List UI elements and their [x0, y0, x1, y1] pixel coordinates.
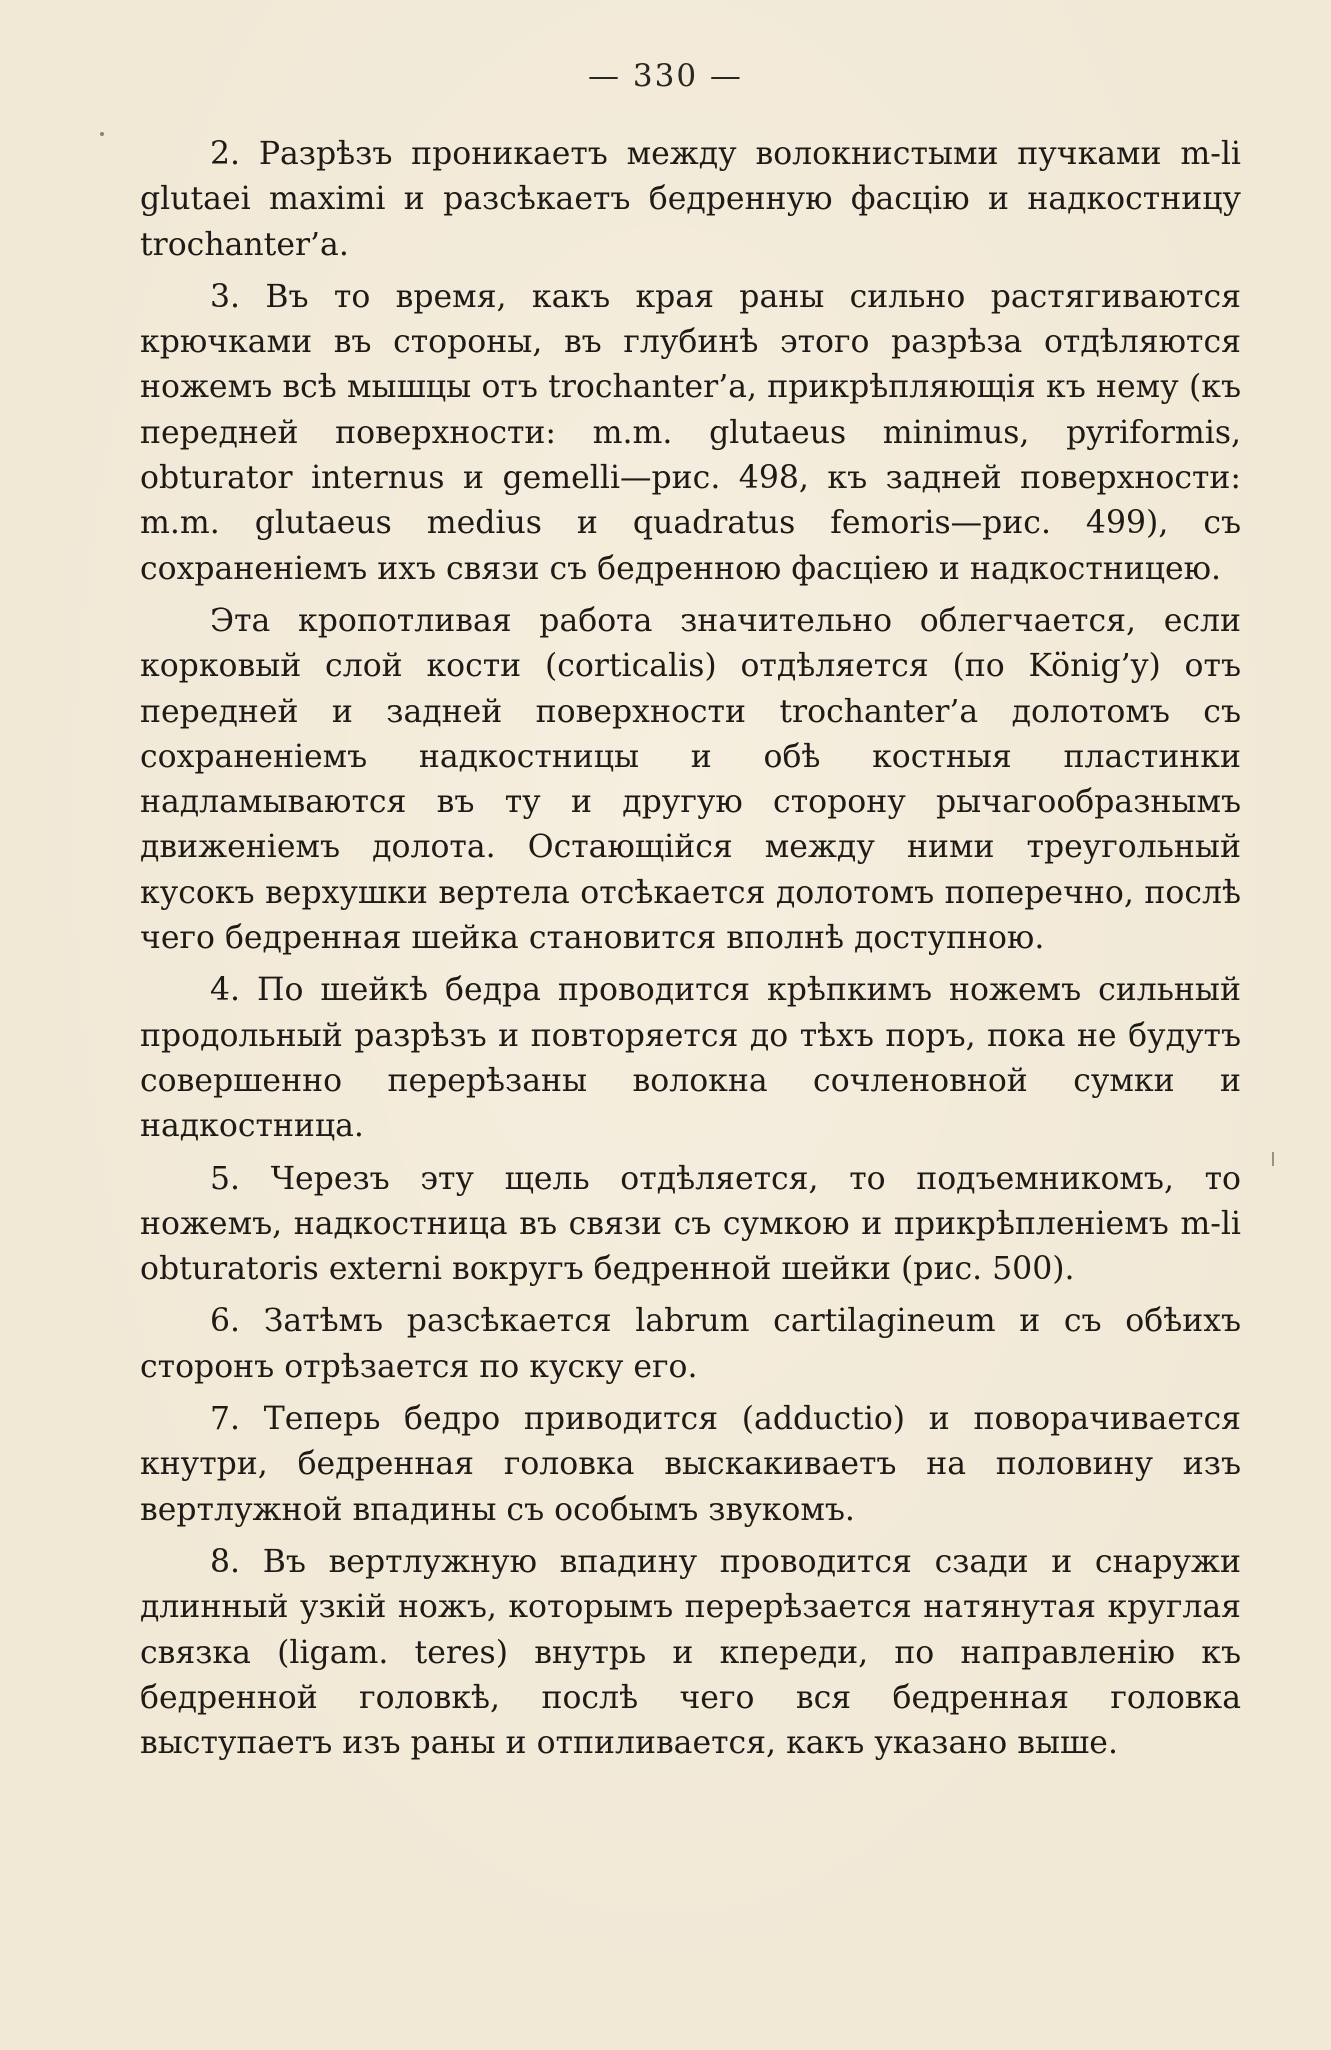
- paragraph-step-8: 8. Въ вертлужную впадину проводится сзади и снаружи длинный узкій ножъ, которымъ перерѣзается натянутая круглая связка (ligam. teres) внутрь и кпереди, по направленію къ бедренной головкѣ, послѣ чего вся бедренная головка выступаетъ изъ раны и отпиливается, какъ указано выше.: [140, 1543, 1241, 1762]
- paragraph-step-2: 2. Разрѣзъ проникаетъ между волокнистыми пучками m-li glutaei maximi и разсѣкаетъ бедренную фасцію и надкостницу trochanter’a.: [140, 136, 1241, 263]
- paragraph-step-4: 4. По шейкѣ бедра проводится крѣпкимъ ножемъ сильный продольный разрѣзъ и повторяется до тѣхъ поръ, пока не будутъ совершенно перерѣзаны волокна сочленовной сумки и надкостница.: [140, 972, 1241, 1145]
- print-speck: [1272, 1152, 1274, 1166]
- print-speck: [100, 132, 104, 136]
- page-number: — 330 —: [588, 58, 743, 94]
- body-text: [140, 132, 1241, 1766]
- paragraph-step-7: 7. Теперь бедро приводится (adductio) и поворачивается кнутри, бедренная головка выскакиваетъ на половину изъ вертлужной впадины съ особымъ звукомъ.: [140, 1401, 1241, 1528]
- paragraph-step-6: 6. Затѣмъ разсѣкается labrum cartilagineum и съ обѣихъ сторонъ отрѣзается по куску его.: [140, 1303, 1241, 1385]
- paragraph-step-5: 5. Черезъ эту щель отдѣляется, то подъемникомъ, то ножемъ, надкостница въ связи съ сумкою и прикрѣпленіемъ m-li obturatoris externi вокругъ бедренной шейки (рис. 500).: [140, 1160, 1241, 1288]
- paragraph-note: Эта кропотливая работа значительно облегчается, если корковый слой кости (corticalis) отдѣляется (по König’y) отъ передней и задней поверхности trochanter’a долотомъ съ сохраненіемъ надкостницы и обѣ костныя пластинки надламываются въ ту и другую сторону рычагообразнымъ движеніемъ долота. Остающійся между ними треугольный кусокъ верхушки вертела отсѣкается долотомъ поперечно, послѣ чего бедренная шейка становится вполнѣ доступною.: [140, 602, 1241, 957]
- paragraph-step-3: 3. Въ то время, какъ края раны сильно растягиваются крючками въ стороны, въ глубинѣ этого разрѣза отдѣляются ножемъ всѣ мышцы отъ trochanter’a, прикрѣпляющія къ нему (къ передней поверхности: m.m. glutaeus minimus, pyriformis, obturator internus и gemelli—рис. 498, къ задней поверхности: m.m. glutaeus medius и quadratus femoris—рис. 499), съ сохраненіемъ ихъ связи съ бедренною фасціею и надкостницею.: [140, 278, 1241, 587]
